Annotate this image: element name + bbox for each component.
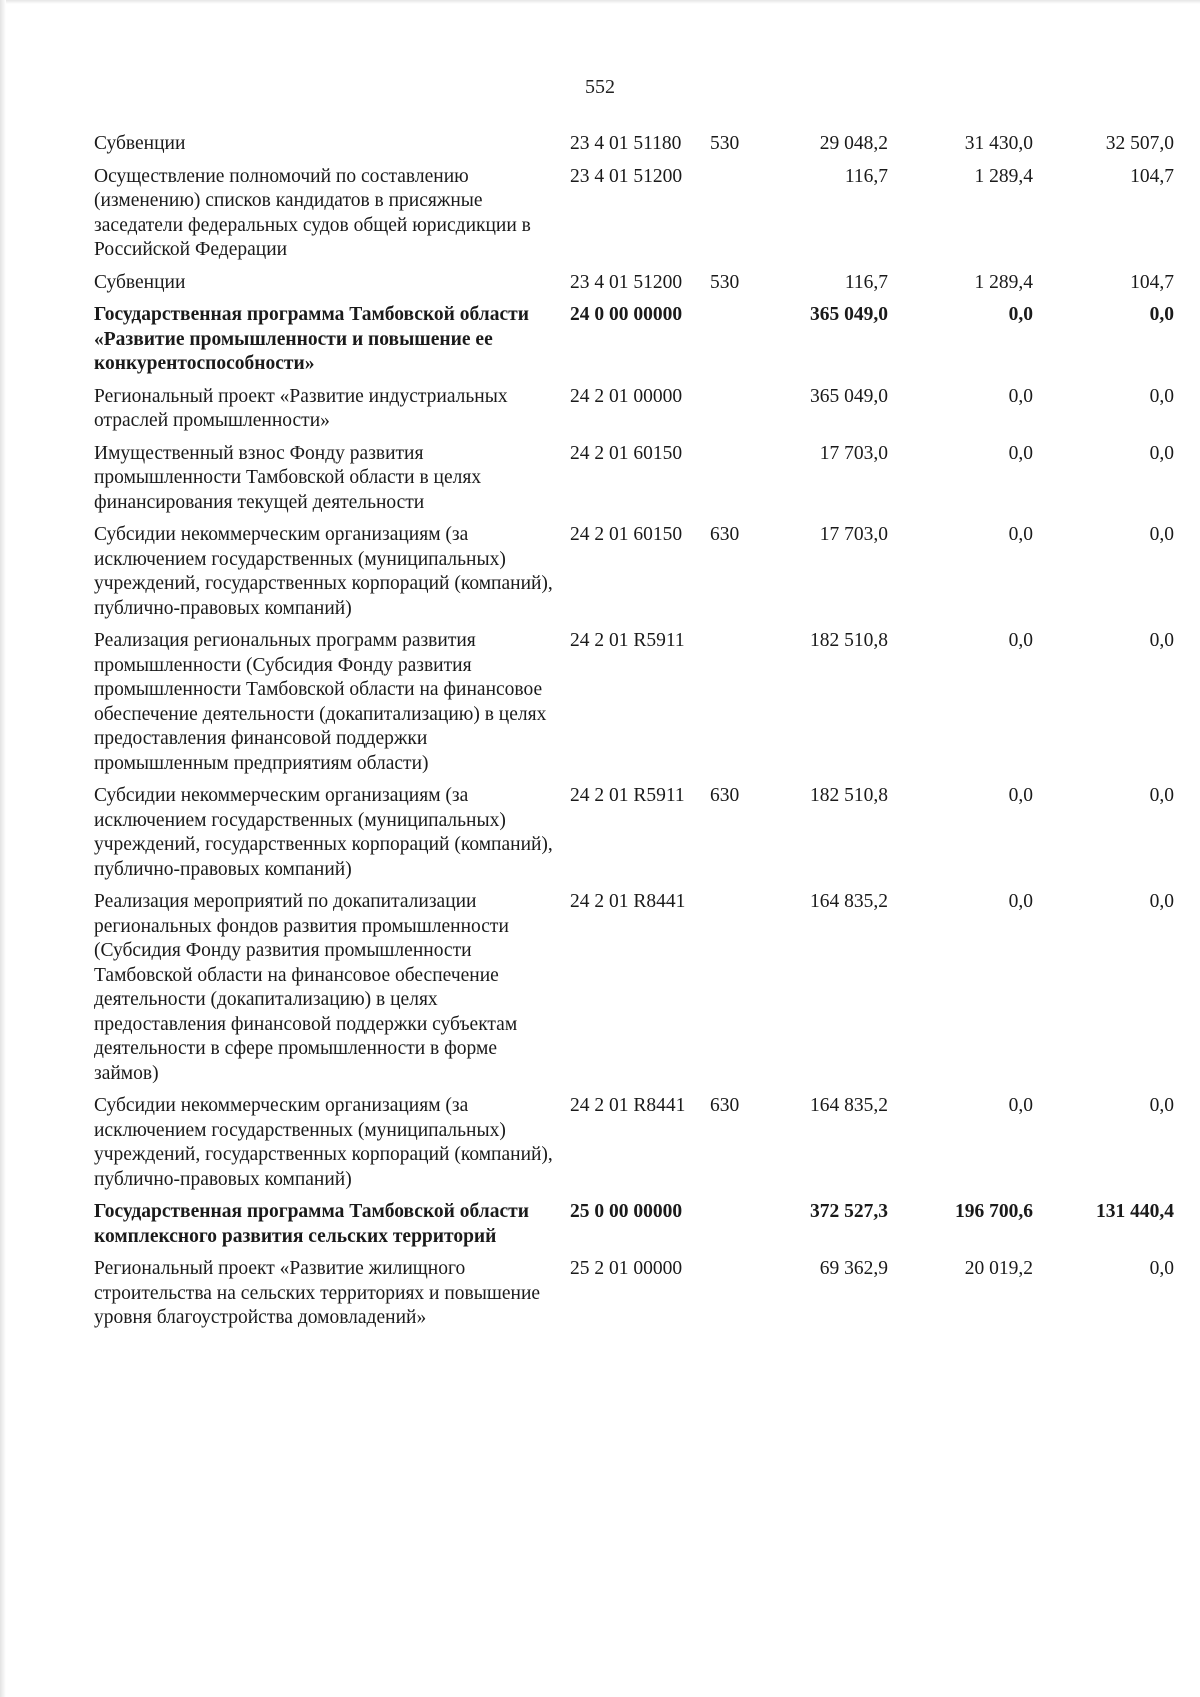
- row-target-code: 25 0 00 00000: [570, 1201, 683, 1222]
- row-amount-year3: 104,7: [1130, 271, 1174, 293]
- table-row: [94, 886, 1174, 1090]
- row-amount-year2: 0,0: [1008, 630, 1033, 651]
- row-expense-type: [710, 1196, 768, 1253]
- row-target-code: 24 2 01 60150: [570, 442, 683, 464]
- row-expense-type: [710, 886, 768, 1090]
- row-target-code: 24 2 01 R8441: [570, 891, 686, 912]
- row-name: Региональный проект «Развитие жилищного строительства на сельских территориях и повышение уровня благоустройства домовладений»: [94, 1258, 541, 1328]
- row-amount-year1: 365 049,0: [810, 385, 888, 407]
- scan-top-edge: [0, 0, 1200, 4]
- row-amount-year2: 20 019,2: [964, 1258, 1033, 1279]
- table-row: [94, 780, 1174, 886]
- table-row: [94, 128, 1174, 161]
- row-amount-year3: 104,7: [1130, 165, 1174, 187]
- table-row: [94, 161, 1174, 267]
- row-name: Реализация мероприятий по докапитализации региональных фондов развития промышленности (Субсидия Фонду развития промышленности Тамбовской области на финансовое обеспечение деятельности (докапитализацию) в целях предоставления финансовой поддержки субъектам деятельности в сфере промышленности в форме займов): [94, 891, 518, 1084]
- table-row: [94, 381, 1174, 438]
- row-target-code: 24 2 01 R8441: [570, 1095, 686, 1116]
- row-amount-year1: 365 049,0: [810, 304, 888, 325]
- table-row: [94, 625, 1174, 780]
- row-name: Региональный проект «Развитие индустриальных отраслей промышленности»: [94, 385, 508, 431]
- row-amount-year2: 0,0: [1008, 785, 1033, 806]
- row-target-code: 23 4 01 51200: [570, 165, 683, 187]
- row-expense-type: [710, 161, 768, 267]
- row-amount-year1: 29 048,2: [819, 133, 888, 154]
- row-amount-year1: 69 362,9: [819, 1258, 888, 1279]
- row-target-code: 24 2 01 60150: [570, 524, 683, 545]
- row-name: Субсидии некоммерческим организациям (за исключением государственных (муниципальных) учреждений, государственных корпораций (компаний), публично-правовых компаний): [94, 785, 553, 880]
- row-amount-year3: 0,0: [1149, 524, 1174, 545]
- page-number: 552: [585, 76, 615, 98]
- row-amount-year3: 0,0: [1149, 385, 1174, 407]
- row-amount-year3: 0,0: [1149, 442, 1174, 464]
- row-target-code: 25 2 01 00000: [570, 1258, 683, 1279]
- table-row: [94, 267, 1174, 300]
- row-amount-year1: 182 510,8: [810, 630, 888, 651]
- row-amount-year1: 164 835,2: [810, 891, 888, 912]
- row-amount-year3: 0,0: [1149, 1095, 1174, 1116]
- row-target-code: 23 4 01 51200: [570, 271, 683, 293]
- table-row: [94, 1253, 1174, 1335]
- row-name: Государственная программа Тамбовской области «Развитие промышленности и повышение ее конкурентоспособности»: [94, 304, 529, 374]
- row-amount-year3: 131 440,4: [1096, 1201, 1174, 1222]
- row-expense-type: [710, 625, 768, 780]
- row-amount-year3: 32 507,0: [1105, 133, 1174, 154]
- row-name: Субвенции: [94, 271, 186, 293]
- row-amount-year2: 0,0: [1008, 524, 1033, 545]
- row-amount-year2: 0,0: [1008, 1095, 1033, 1116]
- row-expense-type: [710, 438, 768, 520]
- row-name: Имущественный взнос Фонду развития промышленности Тамбовской области в целях финансирования текущей деятельности: [94, 442, 482, 513]
- row-amount-year2: 0,0: [1008, 304, 1033, 325]
- row-amount-year1: 372 527,3: [810, 1201, 888, 1222]
- table-row: [94, 519, 1174, 625]
- row-expense-type: 630: [710, 785, 740, 806]
- row-amount-year2: 0,0: [1008, 442, 1033, 464]
- row-target-code: 24 2 01 00000: [570, 385, 683, 407]
- row-amount-year3: 0,0: [1149, 630, 1174, 651]
- row-target-code: 24 0 00 00000: [570, 304, 683, 325]
- table-row: [94, 438, 1174, 520]
- row-amount-year2: 1 289,4: [974, 271, 1033, 293]
- budget-table: [94, 128, 1174, 1335]
- row-amount-year1: 116,7: [844, 165, 888, 187]
- row-expense-type: 530: [710, 133, 740, 154]
- row-name: Субсидии некоммерческим организациям (за исключением государственных (муниципальных) учреждений, государственных корпораций (компаний), публично-правовых компаний): [94, 1095, 553, 1190]
- row-expense-type: 630: [710, 524, 740, 545]
- row-amount-year1: 17 703,0: [819, 442, 888, 464]
- row-amount-year2: 0,0: [1008, 891, 1033, 912]
- row-name: Государственная программа Тамбовской области комплексного развития сельских территорий: [94, 1201, 529, 1247]
- row-amount-year2: 31 430,0: [964, 133, 1033, 154]
- row-amount-year3: 0,0: [1149, 785, 1174, 806]
- row-name: Осуществление полномочий по составлению (изменению) списков кандидатов в присяжные заседатели федеральных судов общей юрисдикции в Российской Федерации: [94, 165, 531, 260]
- row-amount-year1: 17 703,0: [819, 524, 888, 545]
- table-row: [94, 1196, 1174, 1253]
- row-amount-year3: 0,0: [1149, 1258, 1174, 1279]
- scan-left-edge: [0, 0, 6, 1697]
- row-target-code: 24 2 01 R5911: [570, 785, 685, 806]
- row-expense-type: 630: [710, 1095, 740, 1116]
- row-amount-year3: 0,0: [1149, 891, 1174, 912]
- budget-table-body: [94, 128, 1174, 1335]
- row-target-code: 24 2 01 R5911: [570, 630, 685, 651]
- row-expense-type: 530: [710, 271, 740, 293]
- row-amount-year2: 1 289,4: [974, 165, 1033, 187]
- row-name: Реализация региональных программ развития промышленности (Субсидия Фонду развития промышленности Тамбовской области на финансовое обеспечение деятельности (докапитализацию) в целях предоставления финансовой поддержки промышленным предприятиям области): [94, 630, 547, 774]
- row-name: Субсидии некоммерческим организациям (за исключением государственных (муниципальных) учреждений, государственных корпораций (компаний), публично-правовых компаний): [94, 524, 553, 619]
- row-expense-type: [710, 1253, 768, 1335]
- row-expense-type: [710, 299, 768, 381]
- row-amount-year2: 0,0: [1008, 385, 1033, 407]
- table-row: [94, 1090, 1174, 1196]
- row-expense-type: [710, 381, 768, 438]
- row-target-code: 23 4 01 51180: [570, 133, 682, 154]
- table-row: [94, 299, 1174, 381]
- row-amount-year1: 164 835,2: [810, 1095, 888, 1116]
- row-amount-year1: 116,7: [844, 271, 888, 293]
- row-name: Субвенции: [94, 133, 186, 154]
- row-amount-year1: 182 510,8: [810, 785, 888, 806]
- row-amount-year3: 0,0: [1149, 304, 1174, 325]
- row-amount-year2: 196 700,6: [955, 1201, 1033, 1222]
